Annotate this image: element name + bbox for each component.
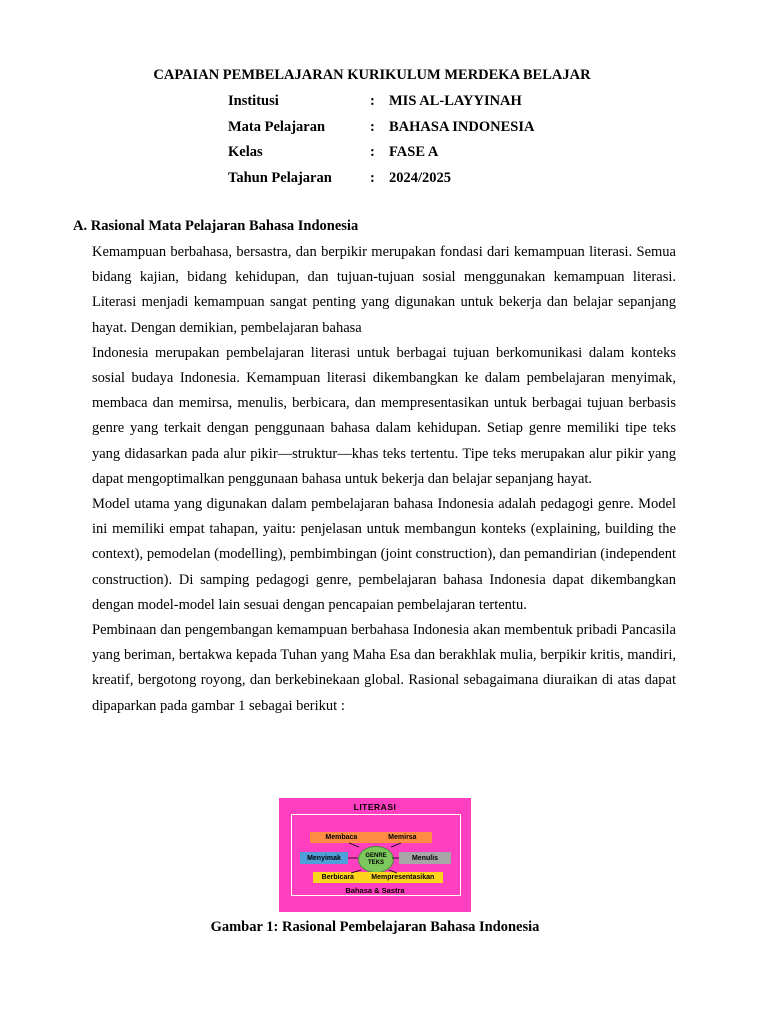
figure-title: LITERASI [353, 802, 397, 812]
figure-caption: Gambar 1: Rasional Pembelajaran Bahasa Indonesia [210, 919, 540, 935]
document-title: CAPAIAN PEMBELAJARAN KURIKULUM MERDEKA BELAJAR [153, 67, 591, 83]
paragraph: Pembinaan dan pengembangan kemampuan berbahasa Indonesia akan membentuk pribadi Pancasila yang beriman, bertakwa kepada Tuhan yang Maha Esa dan berakhlak mulia, berpikir kritis, mandiri, kreatif, bergotong royong, dan berkebinekaan global. Rasional sebagaimana diuraikan di atas dapat dipaparkan pada gambar 1 sebagai berikut : [92, 622, 676, 714]
info-table [228, 93, 628, 195]
info-label: Mata Pelajaran [228, 118, 326, 135]
info-row-kelas [228, 144, 628, 170]
arrow-bottom-right [389, 870, 397, 873]
info-value: BAHASA INDONESIA [389, 118, 535, 135]
paragraph: Kemampuan berbahasa, bersastra, dan berpikir merupakan fondasi dari kemampuan literasi. Semua bidang kajian, bidang kehidupan, dan tujuan-tujuan sosial menggunakan kemampuan literasi. Literasi menjadi kemampuan sangat penting yang digunakan untuk bekerja dan belajar sepanjang hayat. Dengan demikian, pembelajaran bahasa [92, 244, 676, 336]
info-colon: : [370, 169, 375, 186]
info-label: Kelas [228, 144, 263, 160]
info-value: 2024/2025 [389, 169, 452, 186]
figure-label-berbicara: Berbicara [321, 874, 354, 881]
figure-label-memirsa: Memirsa [388, 834, 417, 841]
body-text [92, 240, 676, 719]
figure-label-membaca: Membaca [325, 834, 358, 841]
info-colon: : [370, 118, 375, 135]
literasi-figure [279, 798, 471, 912]
info-label: Tahun Pelajaran [228, 169, 332, 186]
arrow-top-left [349, 843, 359, 847]
info-label: Institusi [228, 93, 279, 109]
figure-label-mempresentasikan: Mempresentasikan [371, 874, 435, 881]
paragraph: Model utama yang digunakan dalam pembelajaran bahasa Indonesia adalah pedagogi genre. Model ini memiliki empat tahapan, yaitu: penjelasan untuk membangun konteks (explaining, building the context), pemodelan (modelling), pembimbingan (joint construction), dan pemandirian (independent construction). Di samping pedagogi genre, pembelajaran bahasa Indonesia dapat dikembangkan dengan model-model lain sesuai dengan pencapaian pembelajaran tertentu. [92, 496, 676, 613]
figure-center-line2: TEKS [367, 859, 384, 866]
info-row-institusi [228, 93, 628, 119]
info-row-mata-pelajaran [228, 119, 628, 145]
info-colon: : [370, 144, 375, 160]
info-colon: : [370, 93, 375, 109]
figure-label-menulis: Menulis [411, 854, 439, 862]
figure-label-menyimak: Menyimak [307, 854, 341, 862]
info-row-tahun-pelajaran [228, 170, 628, 196]
figure-footer: Bahasa & Sastra [345, 886, 405, 895]
info-value: MIS AL-LAYYINAH [389, 93, 522, 109]
arrow-top-right [391, 843, 401, 847]
arrow-bottom-left [351, 870, 361, 873]
paragraph: Indonesia merupakan pembelajaran literasi untuk berbagai tujuan berkomunikasi dalam konteks sosial budaya Indonesia. Kemampuan literasi dikembangkan ke dalam pembelajaran menyimak, membaca dan memirsa, menulis, berbicara, dan mempresentasikan untuk berbagai tujuan berbasis genre yang terkait dengan penggunaan bahasa dalam kehidupan. Setiap genre memiliki tipe teks yang didasarkan pada alur pikir—struktur—khas teks tertentu. Tipe teks merupakan alur pikir yang dapat mengoptimalkan penggunaan bahasa untuk bekerja dan belajar sepanjang hayat. [92, 344, 676, 487]
info-value: FASE A [389, 144, 439, 160]
figure-center-line1: GENRE [365, 852, 387, 859]
section-heading: A. Rasional Mata Pelajaran Bahasa Indonesia [73, 218, 359, 234]
